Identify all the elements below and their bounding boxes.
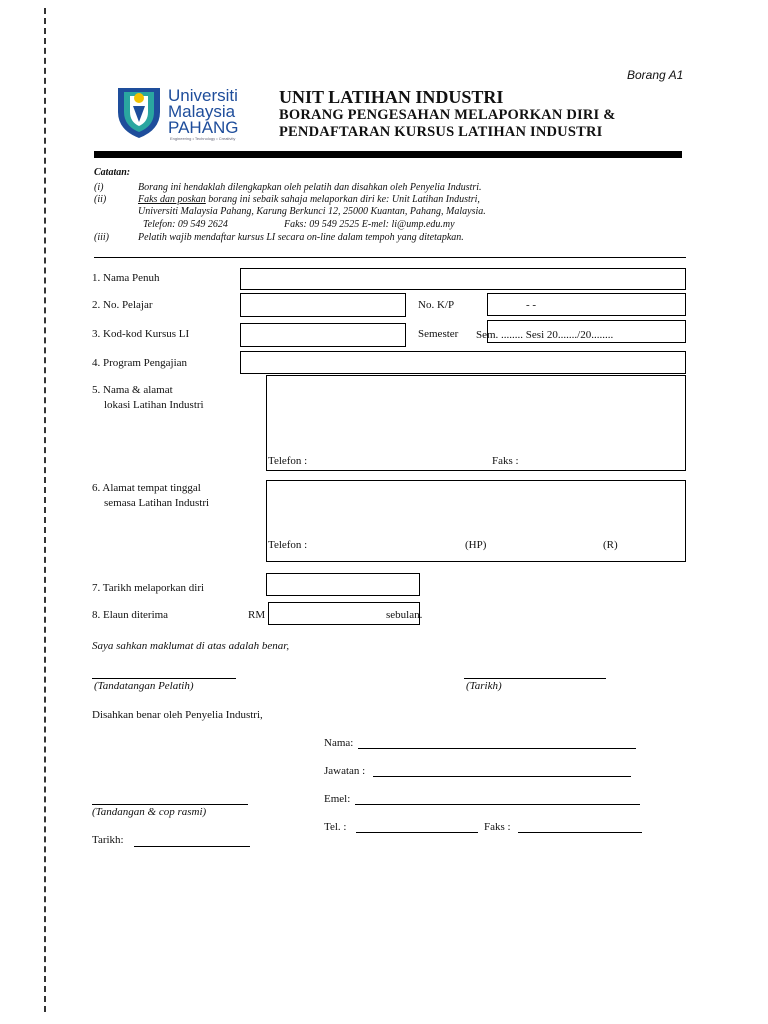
supervisor-tarikh-line[interactable] [134,846,250,847]
semester-session-text: Sem. ........ Sesi 20......./20........ [476,329,614,341]
university-logo-icon [116,84,162,140]
logo-line-malaysia: Malaysia [168,102,236,121]
notes-divider [94,257,686,258]
note-num-2: (ii) [94,194,107,205]
note-text-3: Universiti Malaysia Pahang, Karung Berkunci 12, 25000 Kuantan, Pahang, Malaysia. [138,206,486,217]
no-pelajar-field[interactable] [240,293,406,317]
kod-kursus-field[interactable] [240,323,406,347]
alamat-telefon-label: Telefon : [268,539,308,551]
supervisor-nama-label: Nama: [324,737,354,749]
alamat-label-2: semasa Latihan Industri [104,497,210,509]
form-reference: Borang A1 [627,68,684,82]
lokasi-label-2: lokasi Latihan Industri [104,399,204,411]
note-num-1: (i) [94,182,104,193]
lokasi-label-1: 5. Nama & alamat [92,384,173,396]
note-underlined-text: Faks dan poskan [138,194,206,205]
student-date-label: (Tarikh) [466,680,502,692]
supervisor-emel-line[interactable] [355,804,640,805]
semester-label: Semester [418,328,459,340]
program-field[interactable] [240,351,686,374]
lokasi-faks-label: Faks : [492,455,519,467]
elaun-currency: RM [248,609,266,621]
note-text-2-rest: borang ini sebaik sahaja melaporkan diri ke: Unit Latihan Industri, [205,194,480,205]
supervisor-tel-line[interactable] [356,832,478,833]
alamat-hp-label: (HP) [465,539,487,551]
lokasi-telefon-label: Telefon : [268,455,308,467]
supervisor-nama-line[interactable] [358,748,636,749]
supervisor-tarikh-label: Tarikh: [92,834,124,846]
program-label: 4. Program Pengajian [92,357,188,369]
note-text-1: Borang ini hendaklah dilengkapkan oleh pelatih dan disahkan oleh Penyelia Industri. [138,182,482,193]
header-divider [94,151,682,158]
notes-heading: Catatan: [94,167,131,178]
page-subtitle-1: BORANG PENGESAHAN MELAPORKAN DIRI & [279,107,616,123]
supervisor-emel-label: Emel: [324,793,351,805]
student-signature-line[interactable] [92,678,236,679]
nama-penuh-field[interactable] [240,268,686,290]
no-kp-field[interactable] [487,293,686,316]
no-kp-separator: - - [526,299,537,311]
note-text-2 [138,194,480,205]
declaration-statement: Saya sahkan maklumat di atas adalah benar, [92,640,290,652]
note-num-3: (iii) [94,232,109,243]
alamat-r-label: (R) [603,539,618,551]
tarikh-lapor-field[interactable] [266,573,420,596]
supervisor-stamp-label: (Tandangan & cop rasmi) [92,806,207,818]
logo-line-universiti: Universiti [168,86,238,105]
note-telefon: Telefon: 09 549 2624 [143,219,228,230]
tarikh-lapor-label: 7. Tarikh melaporkan diri [92,582,205,594]
supervisor-signature-line[interactable] [92,804,248,805]
elaun-sebulan: sebulan. [386,609,423,621]
logo-tagline: Engineering • Technology • Creativity [170,136,236,141]
supervisor-jawatan-line[interactable] [373,776,631,777]
kod-kursus-label: 3. Kod-kod Kursus LI [92,328,190,340]
page-title: UNIT LATIHAN INDUSTRI [279,87,504,107]
no-pelajar-label: 2. No. Pelajar [92,299,153,311]
logo-line-pahang: PAHANG [168,118,239,137]
nama-penuh-label: 1. Nama Penuh [92,272,160,284]
no-kp-label: No. K/P [418,299,455,311]
supervisor-heading: Disahkan benar oleh Penyelia Industri, [92,709,263,721]
supervisor-faks-line[interactable] [518,832,642,833]
supervisor-jawatan-label: Jawatan : [324,765,366,777]
alamat-label-1: 6. Alamat tempat tinggal [92,482,201,494]
student-signature-label: (Tandatangan Pelatih) [94,680,194,692]
cut-line [44,8,46,1012]
supervisor-tel-label: Tel. : [324,821,347,833]
elaun-label: 8. Elaun diterima [92,609,169,621]
supervisor-faks-label: Faks : [484,821,511,833]
note-faks-email: Faks: 09 549 2525 E-mel: li@ump.edu.my [284,219,455,230]
student-date-line[interactable] [464,678,606,679]
note-text-5: Pelatih wajib mendaftar kursus LI secara on-line dalam tempoh yang ditetapkan. [138,232,464,243]
lokasi-field[interactable] [266,375,686,471]
page-subtitle-2: PENDAFTARAN KURSUS LATIHAN INDUSTRI [279,124,603,140]
